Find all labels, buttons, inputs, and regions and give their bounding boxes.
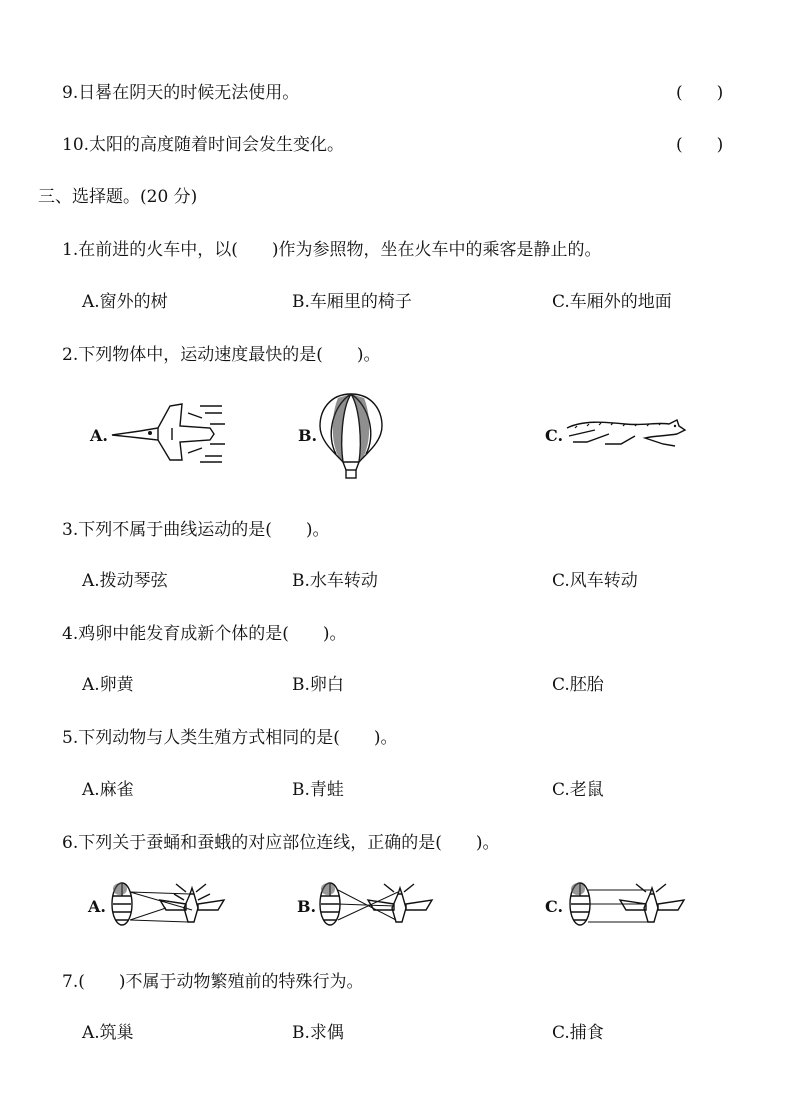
q4-option-b[interactable]: B.卵白 <box>292 675 344 695</box>
judge-item-9: 9.日晷在阴天的时候无法使用。 <box>62 83 300 103</box>
q7-option-a[interactable]: A.筑巢 <box>82 1023 134 1043</box>
section-heading: 三、选择题。(20 分) <box>38 187 198 207</box>
question-4-stem: 4.鸡卵中能发育成新个体的是( )。 <box>62 624 347 644</box>
q4-option-c[interactable]: C.胚胎 <box>552 675 604 695</box>
hot-air-balloon-icon <box>318 392 384 480</box>
fighter-jet-icon <box>110 398 225 468</box>
question-6-stem: 6.下列关于蚕蛹和蚕蛾的对应部位连线，正确的是( )。 <box>62 833 500 853</box>
pupa-moth-diagram-icon <box>318 880 434 930</box>
q6-label-a[interactable]: A. <box>88 897 106 916</box>
q1-option-c[interactable]: C.车厢外的地面 <box>552 292 672 312</box>
q7-option-c[interactable]: C.捕食 <box>552 1023 604 1043</box>
judge-item-10: 10.太阳的高度随着时间会发生变化。 <box>62 135 345 155</box>
question-7-stem: 7.( )不属于动物繁殖前的特殊行为。 <box>62 972 364 992</box>
q3-option-c[interactable]: C.风车转动 <box>552 571 638 591</box>
question-5-stem: 5.下列动物与人类生殖方式相同的是( )。 <box>62 728 398 748</box>
question-2-stem: 2.下列物体中，运动速度最快的是( )。 <box>62 345 381 365</box>
q1-option-b[interactable]: B.车厢里的椅子 <box>292 292 412 312</box>
answer-blank-9[interactable]: ( ) <box>676 83 724 103</box>
q1-option-a[interactable]: A.窗外的树 <box>82 292 168 312</box>
cheetah-icon <box>565 414 687 450</box>
pupa-moth-diagram-icon <box>568 880 686 930</box>
q6-label-c[interactable]: C. <box>545 897 564 916</box>
q2-label-b[interactable]: B. <box>298 426 318 445</box>
q7-option-b[interactable]: B.求偶 <box>292 1023 344 1043</box>
answer-blank-10[interactable]: ( ) <box>676 135 724 155</box>
q5-option-a[interactable]: A.麻雀 <box>82 780 134 800</box>
q3-option-b[interactable]: B.水车转动 <box>292 571 378 591</box>
question-3-stem: 3.下列不属于曲线运动的是( )。 <box>62 520 330 540</box>
q4-option-a[interactable]: A.卵黄 <box>82 675 134 695</box>
q2-label-c[interactable]: C. <box>545 426 564 445</box>
q2-label-a[interactable]: A. <box>90 426 108 445</box>
pupa-moth-diagram-icon <box>110 880 226 930</box>
q6-label-b[interactable]: B. <box>297 897 317 916</box>
q3-option-a[interactable]: A.拨动琴弦 <box>82 571 168 591</box>
question-1-stem: 1.在前进的火车中，以( )作为参照物，坐在火车中的乘客是静止的。 <box>62 240 602 260</box>
q5-option-c[interactable]: C.老鼠 <box>552 780 604 800</box>
q5-option-b[interactable]: B.青蛙 <box>292 780 344 800</box>
